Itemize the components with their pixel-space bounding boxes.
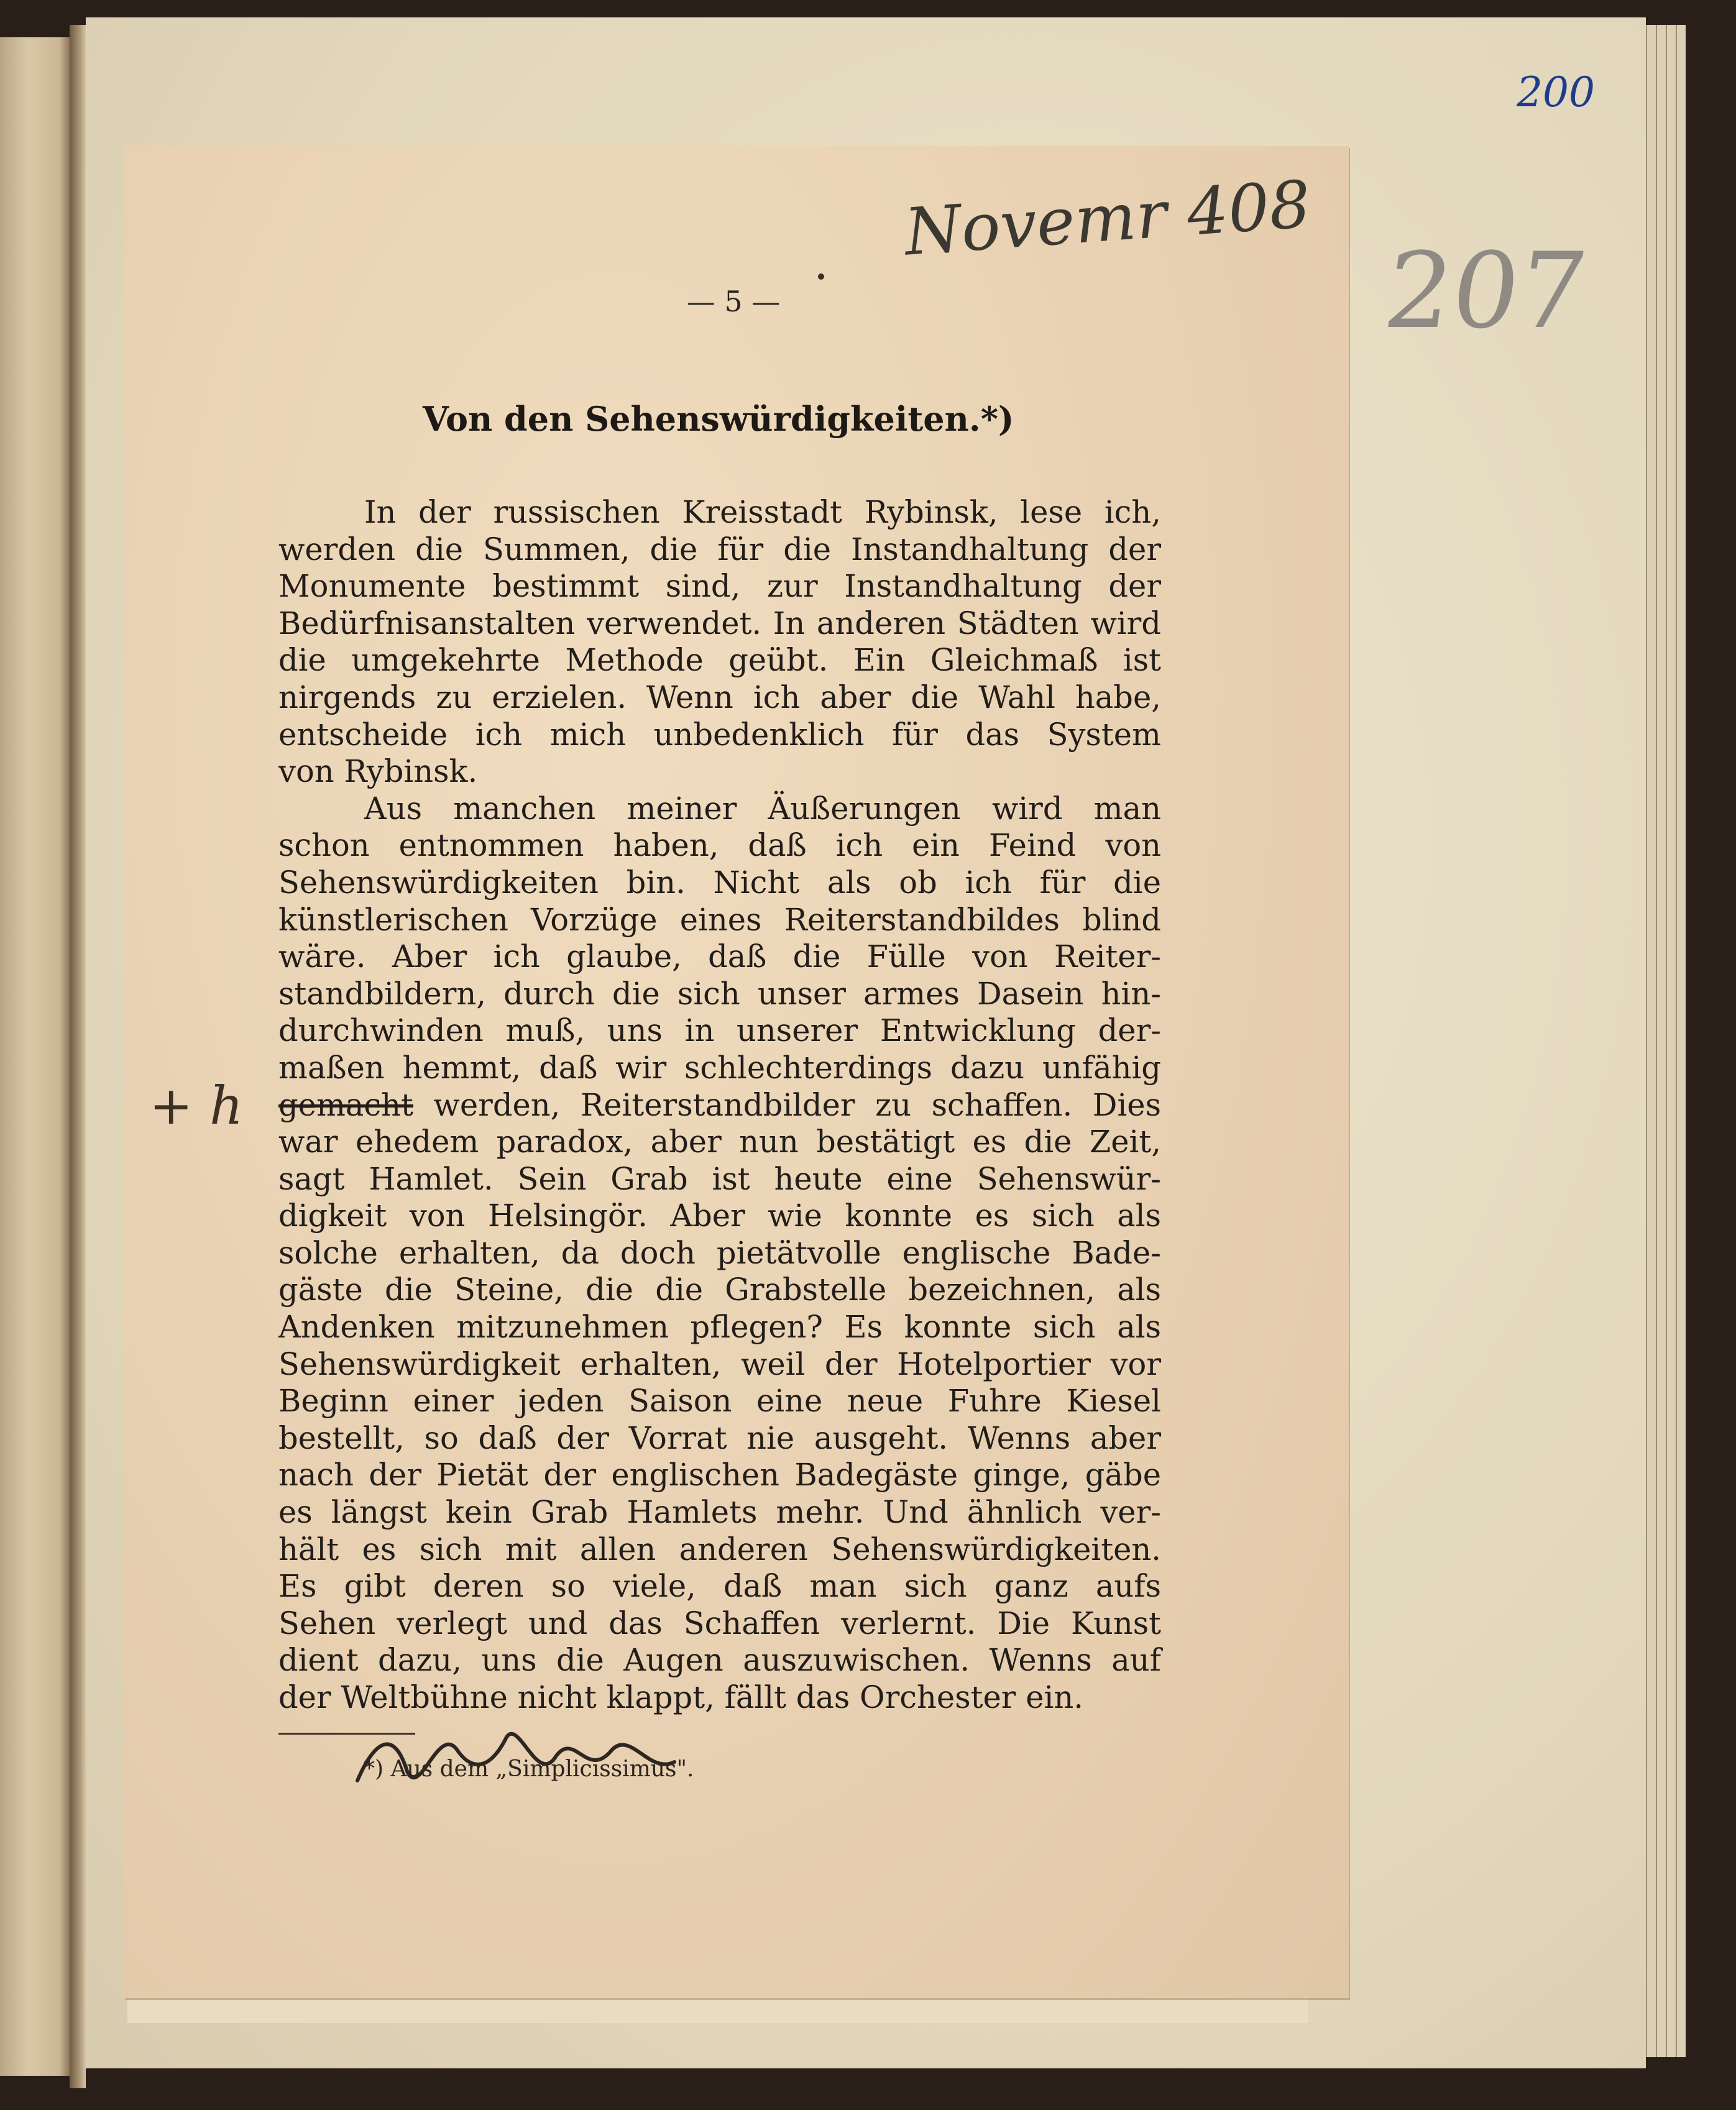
- page-edge-2: [1656, 25, 1666, 2057]
- text-line: Andenken mitzunehmen pflegen? Es konnte sich als: [278, 1309, 1161, 1346]
- text-line: Beginn einer jeden Saison eine neue Fuhre Kiesel: [278, 1383, 1161, 1420]
- text-line: von Rybinsk.: [278, 753, 478, 790]
- text-line: werden die Summen, die für die Instandhaltung der: [278, 531, 1161, 567]
- text-line: nirgends zu erzielen. Wenn ich aber die Wahl habe,: [278, 679, 1161, 715]
- text-line: standbildern, durch die sich unser armes Dasein hin-: [278, 975, 1161, 1012]
- text-line: maßen hemmt, daß wir schlechterdings dazu unfähig: [278, 1049, 1161, 1086]
- text-line: der Weltbühne nicht klappt, fällt das Orchester ein.: [278, 1679, 1083, 1715]
- text-line: Sehen verlegt und das Schaffen verlernt. Die Kunst: [278, 1605, 1161, 1641]
- paragraph-2: [278, 791, 1161, 1717]
- text-line: wäre. Aber ich glaube, daß die Fülle von Reiter-: [278, 938, 1161, 975]
- text-line-with-deletion: [278, 1087, 1161, 1124]
- book-gutter: [70, 25, 86, 2088]
- struck-word: gemacht: [278, 1086, 413, 1123]
- text-line: Es gibt deren so viele, daß man sich ganz aufs: [278, 1568, 1161, 1605]
- text-line: sagt Hamlet. Sein Grab ist heute eine Sehenswür-: [278, 1160, 1161, 1197]
- paragraph-1: [278, 494, 1161, 791]
- text-line: digkeit von Helsingör. Aber wie konnte es sich als: [278, 1198, 1161, 1234]
- article-body: [278, 494, 1161, 1717]
- page-number: — 5 —: [686, 285, 781, 318]
- text-line: entscheide ich mich unbedenklich für das System: [278, 716, 1161, 753]
- text-line: Sehenswürdigkeit erhalten, weil der Hotelportier vor: [278, 1346, 1161, 1382]
- margin-correction-note: + h: [149, 1075, 244, 1136]
- folio-number-pencil: 207: [1377, 230, 1594, 352]
- ink-dot: [818, 273, 824, 280]
- text-line: solche erhalten, da doch pietätvolle englische Bade-: [278, 1234, 1161, 1271]
- text-line: schon entnommen haben, daß ich ein Feind von: [278, 827, 1161, 864]
- page-edge-1: [1646, 25, 1656, 2057]
- text-line: Sehenswürdigkeiten bin. Nicht als ob ich für die: [278, 864, 1161, 901]
- article-title: Von den Sehenswürdigkeiten.*): [423, 399, 1014, 439]
- text-line: nach der Pietät der englischen Badegäste ginge, gäbe: [278, 1457, 1161, 1493]
- text-line: Aus manchen meiner Äußerungen wird man: [364, 790, 1161, 827]
- text-line: Monumente bestimmt sind, zur Instandhaltung der: [278, 568, 1161, 605]
- folio-number-ink: 200: [1517, 68, 1595, 116]
- text-line: dient dazu, uns die Augen auszuwischen. Wenns auf: [278, 1642, 1161, 1679]
- text-line: gäste die Steine, die die Grabstelle bezeichnen, als: [278, 1272, 1161, 1308]
- left-page-edge: [0, 37, 71, 2076]
- handwritten-strike-scrawl: [351, 1712, 699, 1793]
- text-line: hält es sich mit allen anderen Sehenswürdigkeiten.: [278, 1531, 1161, 1567]
- text-line: die umgekehrte Methode geübt. Ein Gleichmaß ist: [278, 642, 1161, 679]
- text-line: In der russischen Kreisstadt Rybinsk, lese ich,: [364, 494, 1161, 530]
- page-edge-4: [1676, 25, 1686, 2057]
- text-line: bestellt, so daß der Vorrat nie ausgeht. Wenns aber: [278, 1420, 1161, 1456]
- text-line: Bedürfnisanstalten verwendet. In anderen Städten wird: [278, 605, 1161, 641]
- line-rest: werden, Reiterstandbilder zu schaffen. Dies: [413, 1086, 1161, 1123]
- text-line: war ehedem paradox, aber nun bestätigt es die Zeit,: [278, 1124, 1161, 1160]
- text-line: es längst kein Grab Hamlets mehr. Und ähnlich ver-: [278, 1494, 1161, 1531]
- handwritten-date-note: Novemr 408: [902, 166, 1313, 270]
- text-line: durchwinden muß, uns in unserer Entwicklung der-: [278, 1012, 1161, 1049]
- page-edge-3: [1666, 25, 1676, 2057]
- text-line: künstlerischen Vorzüge eines Reiterstandbildes blind: [278, 901, 1161, 938]
- footnote: *) Aus dem „Simplicissimus".: [364, 1756, 694, 1782]
